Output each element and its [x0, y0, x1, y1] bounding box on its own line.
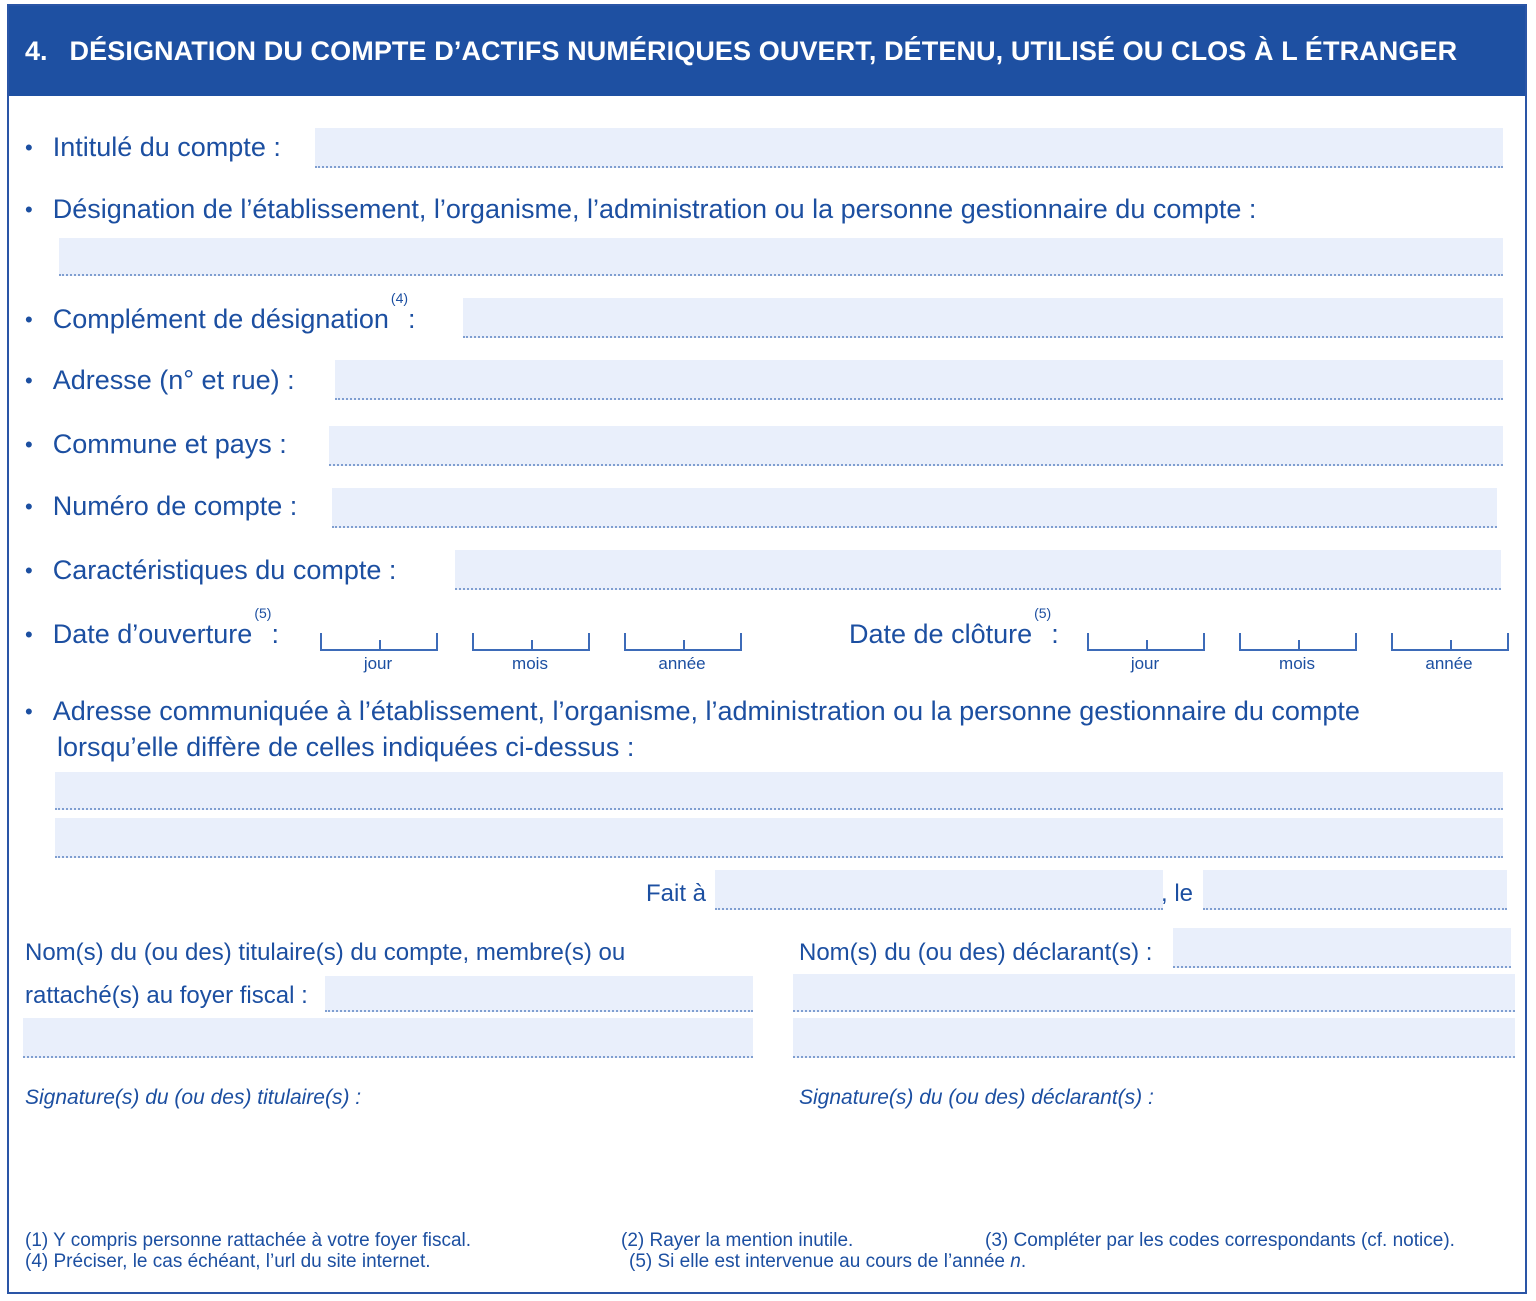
label-titulaires-2: rattaché(s) au foyer fiscal :	[25, 982, 308, 1009]
caracteristiques-field[interactable]	[455, 550, 1501, 590]
footnote-5-year: n	[1010, 1251, 1021, 1272]
cloture-jour-label: jour	[1130, 654, 1160, 673]
ouverture-jour-input[interactable]	[320, 633, 438, 651]
titulaires-field-2[interactable]	[23, 1018, 753, 1058]
row-designation	[25, 194, 1256, 225]
bullet-icon: •	[25, 493, 33, 519]
label-caracteristiques: Caractéristiques du compte :	[52, 555, 397, 585]
label-le: , le	[1161, 880, 1194, 907]
label-commune: Commune et pays :	[52, 429, 287, 459]
bullet-icon: •	[25, 367, 33, 393]
footnote-5	[629, 1251, 1026, 1273]
signature-declarants-area[interactable]	[793, 1116, 1515, 1226]
fait-a-field[interactable]	[715, 870, 1163, 910]
adresse-communiquee-field-1[interactable]	[55, 772, 1503, 810]
row-complement	[25, 289, 416, 335]
colon: :	[1051, 619, 1059, 649]
bullet-icon: •	[25, 134, 33, 160]
row-date-cloture	[849, 604, 1059, 650]
adresse-field[interactable]	[335, 360, 1503, 400]
label-signature-declarants: Signature(s) du (ou des) déclarant(s) :	[799, 1086, 1154, 1109]
label-date-ouverture: Date d’ouverture	[52, 619, 253, 649]
cloture-annee-label: année	[1425, 654, 1473, 673]
bullet-icon: •	[25, 431, 33, 457]
section-header	[9, 6, 1525, 96]
ouverture-annee-label: année	[658, 654, 706, 673]
ouverture-jour-label: jour	[363, 654, 393, 673]
complement-field[interactable]	[463, 298, 1503, 338]
section-number: 4.	[25, 35, 48, 66]
commune-field[interactable]	[329, 426, 1503, 466]
label-adresse-communiquee-1: Adresse communiquée à l’établissement, l’organisme, l’administration ou la personne gestionnaire du compte	[52, 696, 1360, 726]
bullet-icon: •	[25, 196, 33, 222]
bullet-icon: •	[25, 306, 33, 332]
cloture-mois-input[interactable]	[1239, 633, 1357, 651]
declarants-field-1[interactable]	[1173, 928, 1511, 968]
footnote-1: (1) Y compris personne rattachée à votre foyer fiscal.	[25, 1230, 472, 1251]
cloture-jour-input[interactable]	[1087, 633, 1205, 651]
label-adresse: Adresse (n° et rue) :	[52, 365, 295, 395]
row-commune	[25, 429, 287, 460]
label-designation: Désignation de l’établissement, l’organisme, l’administration ou la personne gestionnaire du compte :	[52, 194, 1257, 224]
numero-field[interactable]	[332, 488, 1497, 528]
label-intitule: Intitulé du compte :	[52, 132, 281, 162]
label-titulaires-1: Nom(s) du (ou des) titulaire(s) du compte, membre(s) ou	[25, 939, 626, 966]
titulaires-field-1[interactable]	[325, 976, 753, 1012]
row-date-ouverture	[25, 604, 279, 650]
form-section-4	[7, 4, 1527, 1294]
bullet-icon: •	[25, 621, 33, 647]
colon: :	[271, 619, 279, 649]
bullet-icon: •	[25, 557, 33, 583]
footnote-4: (4) Préciser, le cas échéant, l’url du site internet.	[25, 1251, 431, 1272]
designation-field[interactable]	[59, 238, 1503, 276]
footnote-ref-4: (4)	[390, 289, 409, 306]
row-numero	[25, 491, 297, 522]
footnote-ref-5: (5)	[1034, 604, 1052, 621]
label-adresse-communiquee-2: lorsqu’elle diffère de celles indiquées ci-dessus :	[57, 732, 635, 762]
label-fait-a: Fait à	[646, 880, 707, 907]
label-signature-titulaires: Signature(s) du (ou des) titulaire(s) :	[25, 1086, 362, 1109]
section-title: DÉSIGNATION DU COMPTE D’ACTIFS NUMÉRIQUES OUVERT, DÉTENU, UTILISÉ OU CLOS À L ÉTRANGER	[69, 35, 1458, 66]
declarants-field-2[interactable]	[793, 974, 1515, 1012]
ouverture-annee-input[interactable]	[624, 633, 742, 651]
footnote-3: (3) Compléter par les codes correspondants (cf. notice).	[985, 1230, 1455, 1251]
date-field[interactable]	[1203, 870, 1507, 910]
label-declarants: Nom(s) du (ou des) déclarant(s) :	[799, 939, 1153, 966]
colon: :	[408, 304, 416, 334]
cloture-annee-input[interactable]	[1391, 633, 1509, 651]
row-adresse	[25, 365, 295, 396]
label-date-cloture: Date de clôture	[849, 619, 1033, 649]
footnote-ref-5: (5)	[254, 604, 272, 621]
footnote-2: (2) Rayer la mention inutile.	[621, 1230, 854, 1251]
row-adresse-communiquee	[25, 696, 1360, 727]
ouverture-mois-input[interactable]	[472, 633, 590, 651]
ouverture-mois-label: mois	[512, 654, 548, 673]
row-caracteristiques	[25, 555, 396, 586]
footnote-5-text: (5) Si elle est intervenue au cours de l’année	[629, 1251, 1011, 1272]
signature-titulaires-area[interactable]	[23, 1116, 753, 1226]
adresse-communiquee-field-2[interactable]	[55, 818, 1503, 858]
row-intitule	[25, 132, 281, 163]
label-complement: Complément de désignation	[52, 304, 389, 334]
declarants-field-3[interactable]	[793, 1018, 1515, 1058]
footnote-5-end: .	[1020, 1251, 1027, 1272]
bullet-icon: •	[25, 698, 33, 724]
label-numero: Numéro de compte :	[52, 491, 298, 521]
cloture-mois-label: mois	[1279, 654, 1315, 673]
intitule-field[interactable]	[315, 128, 1503, 168]
